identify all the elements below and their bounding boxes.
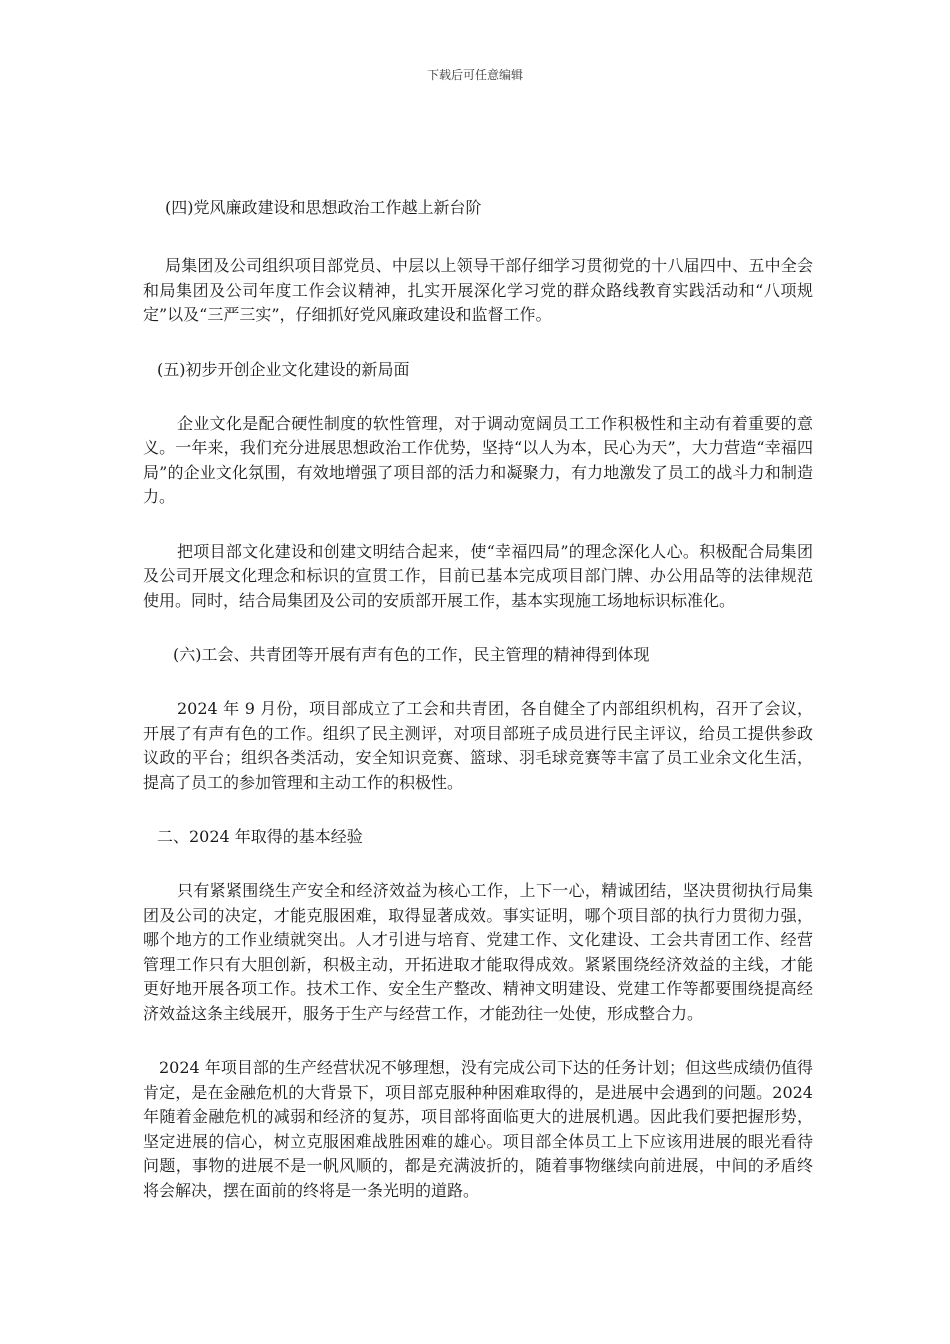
paragraph-culture-civilization: 把项目部文化建设和创建文明结合起来，使“幸福四局”的理念深化人心。积极配合局集团及公司开展文化理念和标识的宣贯工作，目前已基本完成项目部门牌、办公用品等的法律规范使用。同时，结合局集团及公司的安质部开展工作，基本实现施工场地标识标准化。 [143,541,813,610]
section-heading-4: (四)党风廉政建设和思想政治工作越上新台阶 [165,198,482,217]
paragraph-union-league: 2024 年 9 月份，项目部成立了工会和共青团，各自健全了内部组织机构，召开了会议，开展了有声有色的工作。组织了民主测评，对项目部班子成员进行民主评议，给员工提供参政议政的平台；组织各类活动，安全知识竞赛、篮球、羽毛球竞赛等丰富了员工业余文化生活，提高了员工的参加管理和主动工作的积极性。 [143,699,813,792]
section-heading-6: (六)工会、共青团等开展有声有色的工作，民主管理的精神得到体现 [173,645,650,664]
paragraph-party-conduct: 局集团及公司组织项目部党员、中层以上领导干部仔细学习贯彻党的十八届四中、五中全会和局集团及公司年度工作会议精神，扎实开展深化学习党的群众路线教育实践活动和“八项规定”以及“三严三实”，仔细抓好党风廉政建设和监督工作。 [143,256,813,324]
section-heading-5: (五)初步开创企业文化建设的新局面 [157,359,410,379]
paragraph-core-work: 只有紧紧围绕生产安全和经济效益为核心工作，上下一心，精诚团结，坚决贯彻执行局集团及公司的决定，才能克服困难，取得显著成效。事实证明，哪个项目部的执行力贯彻力强，哪个地方的工作业绩就突出。人才引进与培育、党建工作、文化建设、工会共青团工作、经营管理工作只有大胆创新，积极主动，开拓进取才能取得成效。紧紧围绕经济效益的主线，才能更好地开展各项工作。技术工作、安全生产整改、精神文明建设、党建工作等都要围绕提高经济效益这条主线展开，服务于生产与经营工作，才能劲往一处使，形成整合力。 [143,881,813,1023]
paragraph-corporate-culture: 企业文化是配合硬性制度的软性管理，对于调动宽阔员工工作积极性和主动有着重要的意义。一年来，我们充分进展思想政治工作优势，坚持“以人为本，民心为天”，大力营造“幸福四局”的企业文化氛围，有效地增强了项目部的活力和凝聚力，有力地激发了员工的战斗力和制造力。 [143,413,813,506]
header-note: 下载后可任意编辑 [426,68,523,82]
section-heading-experience: 二、2024 年取得的基本经验 [157,827,363,846]
document-body [143,196,813,1203]
paragraph-outlook: 2024 年项目部的生产经营状况不够理想，没有完成公司下达的任务计划；但这些成绩仍值得肯定，是在金融危机的大背景下，项目部克服种种困难取得的，是进展中会遇到的问题。2024 年随着金融危机的减弱和经济的复苏，项目部将面临更大的进展机遇。因此我们要把握形势，坚定进展的信心，树立克服困难战胜困难的雄心。项目部全体员工上下应该用进展的眼光看待问题，事物的进展不是一帆风顺的，都是充满波折的，随着事物继续向前进展，中间的矛盾终将会解决，摆在面前的终将是一条光明的道路。 [143,1058,813,1200]
